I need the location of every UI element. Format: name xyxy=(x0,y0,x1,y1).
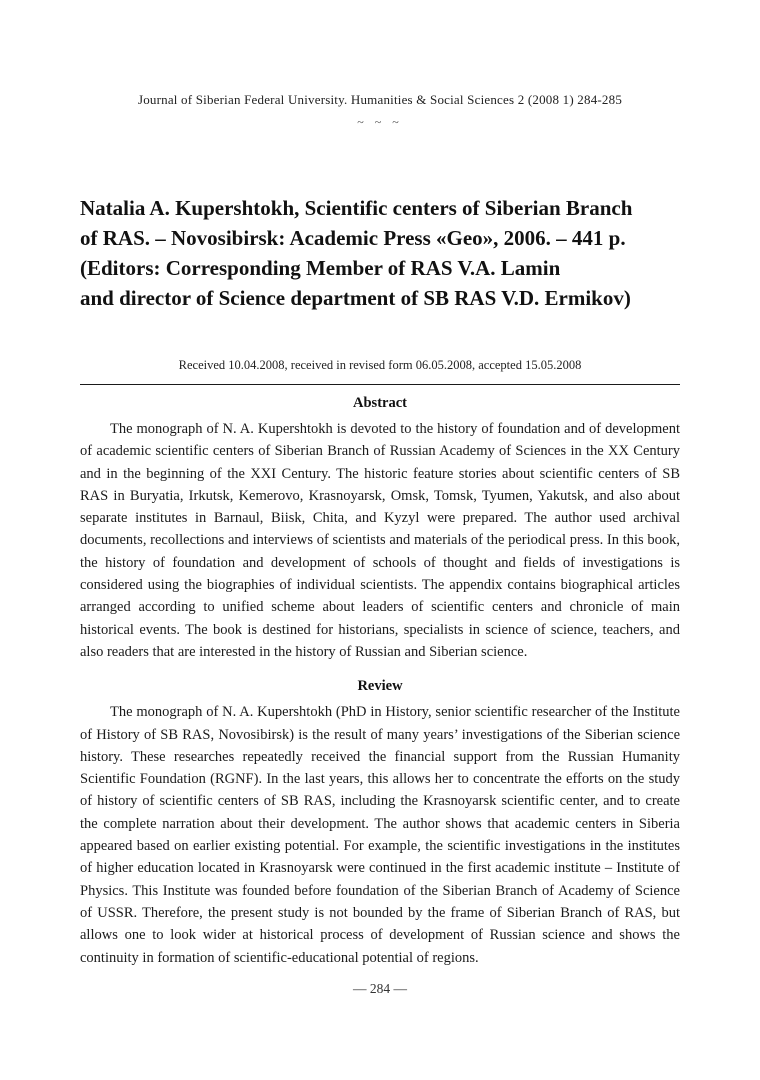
abstract-heading: Abstract xyxy=(353,395,407,411)
received-dates-line: Received 10.04.2008, received in revised form 06.05.2008, accepted 15.05.2008 xyxy=(178,358,582,372)
book-title-line-2: of RAS. – Novosibirsk: Academic Press «Geo», 2006. – 441 p. xyxy=(80,226,626,250)
horizontal-rule xyxy=(80,384,680,385)
journal-header: Journal of Siberian Federal University. Humanities & Social Sciences 2 (2008 1) 284-285 xyxy=(137,92,623,107)
book-title xyxy=(80,193,680,313)
review-body: The monograph of N. A. Kupershtokh (PhD in History, senior scientific researcher of the Institute of History of SB RAS, Novosibirsk) is the result of many years’ investigations of the Siberian science history. These researches repeatedly received the financial support from the Russian Humanity Scientific Foundation (RGNF). In the last years, this allows her to concentrate the efforts on the study of history of scientific centers of SB RAS, including the Krasnoyarsk scientific center, and to create the complete narration about their development. The author shows that academic centers in Siberia appeared based on earlier existing potential. For example, the scientific investigations in the institutes of higher education located in Krasnoyarsk were continued in the first academic institute – Institute of Physics. This Institute was founded before foundation of the Siberian Branch of Academy of Science of USSR. Therefore, the present study is not bounded by the frame of Siberian Branch of RAS, but allows one to look wider at historical process of development of Russian science and shows the continuity in formation of scientific-educational potential of regions. xyxy=(80,704,680,966)
book-title-line-4: and director of Science department of SB RAS V.D. Ermikov) xyxy=(80,286,631,310)
tilde-separator: ~ ~ ~ xyxy=(357,115,403,129)
book-title-line-1: Natalia A. Kupershtokh, Scientific centers of Siberian Branch xyxy=(80,196,633,220)
page-content xyxy=(80,0,680,969)
book-title-line-3: (Editors: Corresponding Member of RAS V.A. Lamin xyxy=(80,256,561,280)
abstract-body: The monograph of N. A. Kupershtokh is devoted to the history of foundation and of development of academic scientific centers of Siberian Branch of Russian Academy of Sciences in the XX Century and in the beginning of the XXI Century. The historic feature stories about scientific centers of SB RAS in Buryatia, Irkutsk, Kemerovo, Krasnoyarsk, Omsk, Tomsk, Tyumen, Yakutsk, and also about separate institutes in Barnaul, Biisk, Chita, and Kyzyl were prepared. The author used archival documents, recollections and interviews of scientists and materials of the periodical press. In this book, the history of foundation and development of schools of thought and fields of investigations is considered using the biographies of individual scientists. The appendix contains biographical articles arranged according to unified scheme about leaders of scientific centers and chronicle of main historical events. The book is destined for historians, specialists in science of science, teachers, and also readers that are interested in the history of Russian and Siberian science. xyxy=(80,421,680,660)
page-number: — 284 — xyxy=(353,981,407,996)
review-heading: Review xyxy=(357,678,403,695)
